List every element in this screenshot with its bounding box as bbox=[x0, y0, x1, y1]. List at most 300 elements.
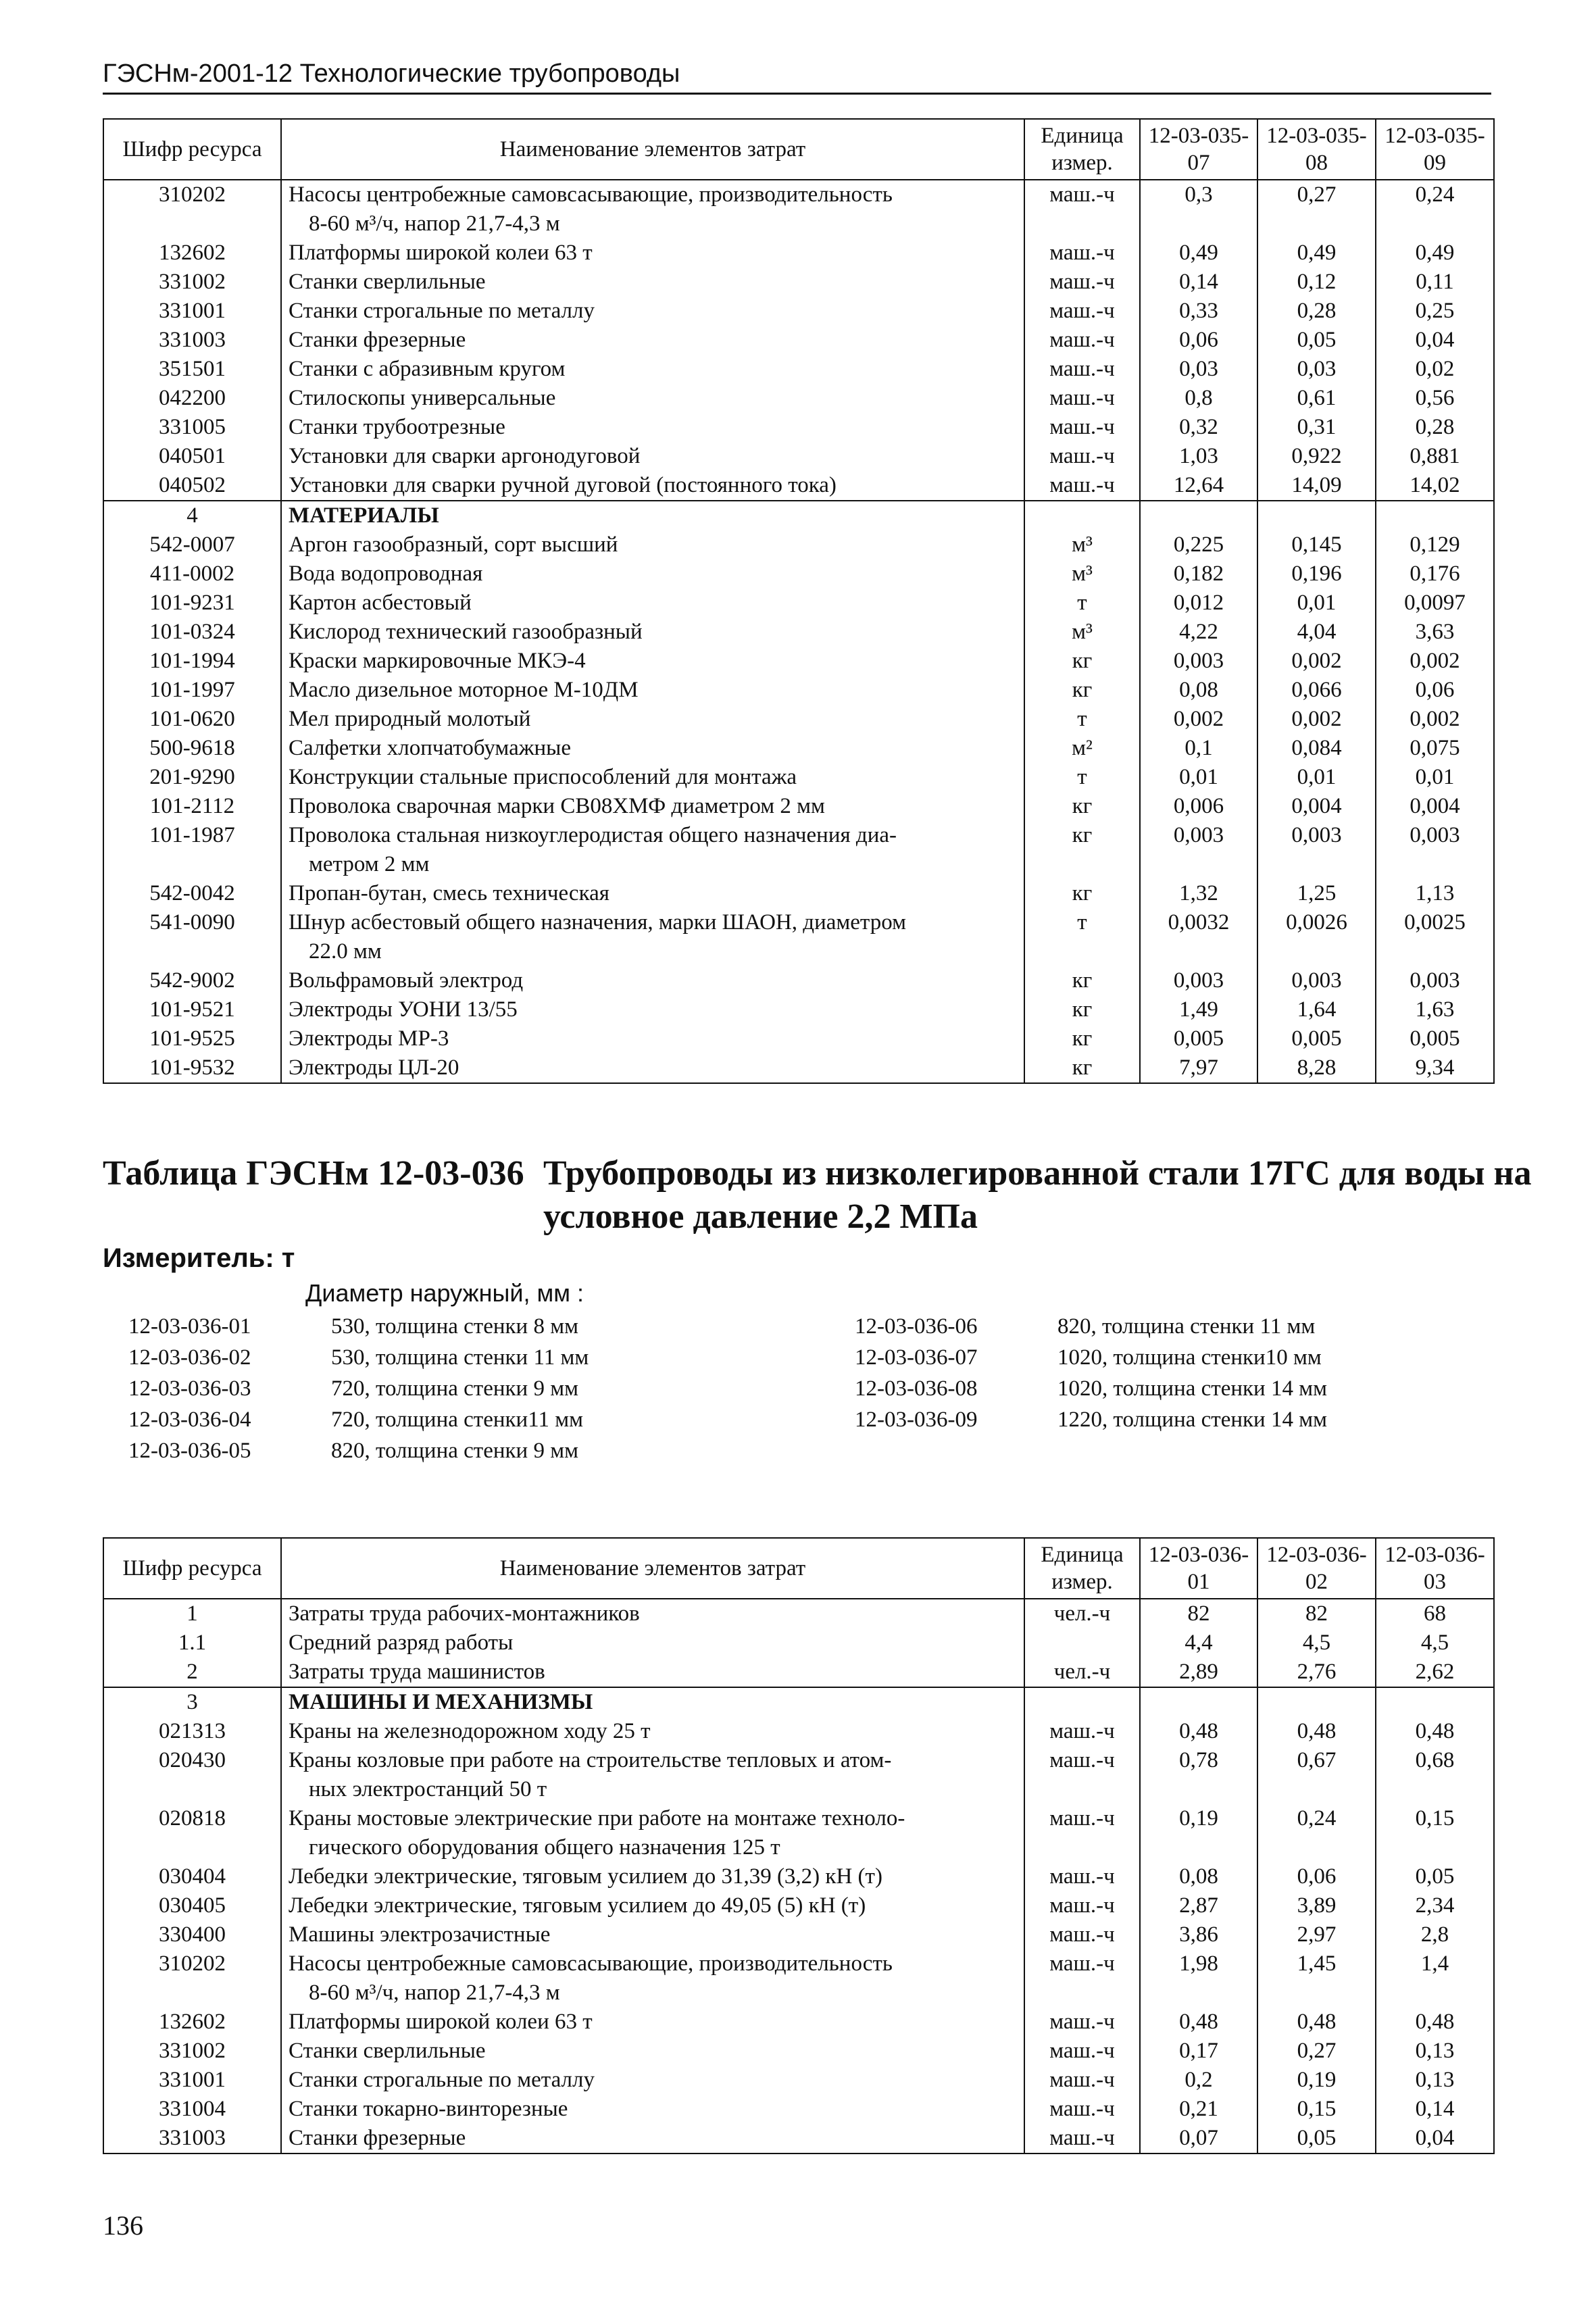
table-row bbox=[103, 618, 1494, 647]
row-value-3: 0,24 bbox=[1376, 180, 1494, 239]
row-name bbox=[281, 530, 1024, 559]
row-value-1: 3,86 bbox=[1140, 1920, 1257, 1949]
row-value-3: 0,881 bbox=[1376, 442, 1494, 471]
row-name-continuation: ных электростанций 50 т bbox=[309, 1777, 547, 1801]
row-code: 101-9521 bbox=[103, 995, 281, 1024]
row-unit: м³ bbox=[1024, 559, 1140, 589]
row-name bbox=[281, 1628, 1024, 1658]
row-value-2: 0,922 bbox=[1257, 442, 1376, 471]
row-value-3: 0,11 bbox=[1376, 268, 1494, 297]
row-value-2 bbox=[1257, 501, 1376, 530]
cost-table-036 bbox=[103, 1537, 1495, 2154]
row-value-1: 0,1 bbox=[1140, 734, 1257, 763]
row-unit: чел.-ч bbox=[1024, 1658, 1140, 1687]
row-value-2: 1,64 bbox=[1257, 995, 1376, 1024]
row-value-1: 0,002 bbox=[1140, 705, 1257, 734]
header-code: Шифр ресурса bbox=[103, 1538, 281, 1599]
row-value-3 bbox=[1376, 501, 1494, 530]
row-value-3: 0,49 bbox=[1376, 239, 1494, 268]
row-value-1: 0,14 bbox=[1140, 268, 1257, 297]
row-name-line: Затраты труда рабочих-монтажников bbox=[289, 1601, 640, 1626]
row-value-1: 2,87 bbox=[1140, 1891, 1257, 1920]
row-code: 1 bbox=[103, 1599, 281, 1628]
row-value-1: 7,97 bbox=[1140, 1053, 1257, 1083]
row-value-2: 1,45 bbox=[1257, 1949, 1376, 2008]
row-value-1: 0,33 bbox=[1140, 297, 1257, 326]
row-value-1: 0,17 bbox=[1140, 2037, 1257, 2066]
code-list-item bbox=[128, 1342, 589, 1373]
row-unit: маш.-ч bbox=[1024, 413, 1140, 442]
row-value-3: 0,0097 bbox=[1376, 589, 1494, 618]
row-name-line: Пропан-бутан, смесь техническая bbox=[289, 881, 609, 905]
row-value-3: 2,62 bbox=[1376, 1658, 1494, 1687]
row-value-1: 0,182 bbox=[1140, 559, 1257, 589]
table-row bbox=[103, 1024, 1494, 1053]
table-row bbox=[103, 908, 1494, 966]
table-row bbox=[103, 355, 1494, 384]
table-row bbox=[103, 1599, 1494, 1628]
row-code: 021313 bbox=[103, 1717, 281, 1746]
page-header: ГЭСНм-2001-12 Технологические трубопроводы bbox=[103, 59, 1491, 95]
header-norm-2: 12-03-035-08 bbox=[1257, 119, 1376, 180]
code-list-item bbox=[128, 1435, 589, 1466]
table-row bbox=[103, 1920, 1494, 1949]
row-value-1: 0,48 bbox=[1140, 1717, 1257, 1746]
row-value-2: 0,06 bbox=[1257, 1862, 1376, 1891]
row-value-1: 0,01 bbox=[1140, 763, 1257, 792]
row-code: 542-9002 bbox=[103, 966, 281, 995]
row-name-line: Конструкции стальные приспособлений для монтажа bbox=[289, 765, 797, 789]
row-value-2: 1,25 bbox=[1257, 879, 1376, 908]
header-unit: Единица измер. bbox=[1024, 1538, 1140, 1599]
table-row bbox=[103, 792, 1494, 821]
row-unit: маш.-ч bbox=[1024, 2008, 1140, 2037]
row-unit: маш.-ч bbox=[1024, 1717, 1140, 1746]
row-name-line: Проволока сварочная марки СВ08ХМФ диаметром 2 мм bbox=[289, 794, 825, 818]
row-value-2: 0,196 bbox=[1257, 559, 1376, 589]
row-name bbox=[281, 879, 1024, 908]
row-unit: маш.-ч bbox=[1024, 268, 1140, 297]
row-name-line: Аргон газообразный, сорт высший bbox=[289, 532, 618, 557]
row-code: 330400 bbox=[103, 1920, 281, 1949]
row-name bbox=[281, 2008, 1024, 2037]
norm-description: 530, толщина стенки 11 мм bbox=[331, 1345, 589, 1370]
row-value-3: 0,003 bbox=[1376, 966, 1494, 995]
row-name-line: Платформы широкой колеи 63 т bbox=[289, 2010, 593, 2034]
row-name bbox=[281, 442, 1024, 471]
row-name bbox=[281, 326, 1024, 355]
norm-description: 820, толщина стенки 9 мм bbox=[331, 1439, 578, 1463]
norm-description: 1220, толщина стенки 14 мм bbox=[1057, 1408, 1327, 1432]
row-name bbox=[281, 2066, 1024, 2095]
row-unit: кг bbox=[1024, 676, 1140, 705]
table-row bbox=[103, 1804, 1494, 1862]
row-value-1: 1,49 bbox=[1140, 995, 1257, 1024]
row-value-2: 2,97 bbox=[1257, 1920, 1376, 1949]
row-unit: маш.-ч bbox=[1024, 2066, 1140, 2095]
row-value-3: 2,34 bbox=[1376, 1891, 1494, 1920]
row-name bbox=[281, 821, 1024, 879]
table-header-row bbox=[103, 119, 1494, 180]
row-name-line: Насосы центробежные самовсасывающие, производительность bbox=[289, 182, 893, 207]
row-value-3: 0,02 bbox=[1376, 355, 1494, 384]
header-unit: Единица измер. bbox=[1024, 119, 1140, 180]
row-value-3: 0,002 bbox=[1376, 705, 1494, 734]
row-name bbox=[281, 268, 1024, 297]
row-code: 101-0620 bbox=[103, 705, 281, 734]
row-value-3: 0,14 bbox=[1376, 2095, 1494, 2124]
table-row bbox=[103, 180, 1494, 239]
norm-description: 1020, толщина стенки10 мм bbox=[1057, 1345, 1322, 1370]
row-value-2: 0,24 bbox=[1257, 1804, 1376, 1862]
row-value-3: 0,176 bbox=[1376, 559, 1494, 589]
row-value-1: 0,07 bbox=[1140, 2124, 1257, 2154]
row-value-2: 0,28 bbox=[1257, 297, 1376, 326]
row-value-2: 0,48 bbox=[1257, 2008, 1376, 2037]
norm-code: 12-03-036-03 bbox=[128, 1376, 251, 1401]
row-value-2: 0,01 bbox=[1257, 763, 1376, 792]
row-value-3: 0,002 bbox=[1376, 647, 1494, 676]
row-code: 040501 bbox=[103, 442, 281, 471]
row-name bbox=[281, 1949, 1024, 2008]
row-unit bbox=[1024, 501, 1140, 530]
row-name bbox=[281, 792, 1024, 821]
row-name bbox=[281, 966, 1024, 995]
row-name bbox=[281, 1746, 1024, 1804]
header-norm-1: 12-03-036-01 bbox=[1140, 1538, 1257, 1599]
row-unit: маш.-ч bbox=[1024, 1891, 1140, 1920]
row-name-line: Станки токарно-винторезные bbox=[289, 2097, 568, 2121]
row-code: 101-1994 bbox=[103, 647, 281, 676]
row-value-1: 0,005 bbox=[1140, 1024, 1257, 1053]
code-list-item bbox=[128, 1311, 589, 1342]
row-code: 101-2112 bbox=[103, 792, 281, 821]
row-name-line: Станки трубоотрезные bbox=[289, 415, 505, 439]
table-row bbox=[103, 1053, 1494, 1083]
table-header-row bbox=[103, 1538, 1494, 1599]
row-value-2: 82 bbox=[1257, 1599, 1376, 1628]
header-norm-2: 12-03-036-02 bbox=[1257, 1538, 1376, 1599]
row-unit: кг bbox=[1024, 1024, 1140, 1053]
row-name bbox=[281, 676, 1024, 705]
row-name bbox=[281, 413, 1024, 442]
norm-description: 1020, толщина стенки 14 мм bbox=[1057, 1376, 1327, 1401]
row-value-1 bbox=[1140, 501, 1257, 530]
table-row bbox=[103, 763, 1494, 792]
row-name bbox=[281, 297, 1024, 326]
row-value-3: 0,06 bbox=[1376, 676, 1494, 705]
row-value-1: 0,006 bbox=[1140, 792, 1257, 821]
row-code: 542-0007 bbox=[103, 530, 281, 559]
row-name bbox=[281, 1920, 1024, 1949]
row-name-continuation: 22.0 мм bbox=[309, 939, 382, 964]
row-name-line: Картон асбестовый bbox=[289, 591, 472, 615]
row-name-line: Машины электрозачистные bbox=[289, 1922, 551, 1947]
row-name-line: Проволока стальная низкоуглеродистая общего назначения диа- bbox=[289, 823, 897, 847]
row-value-3: 14,02 bbox=[1376, 471, 1494, 501]
row-value-1: 4,4 bbox=[1140, 1628, 1257, 1658]
header-norm-3: 12-03-036-03 bbox=[1376, 1538, 1494, 1599]
row-name bbox=[281, 1804, 1024, 1862]
table-row bbox=[103, 442, 1494, 471]
row-unit: маш.-ч bbox=[1024, 1804, 1140, 1862]
header-name: Наименование элементов затрат bbox=[281, 1538, 1024, 1599]
row-unit: кг bbox=[1024, 879, 1140, 908]
row-name bbox=[281, 705, 1024, 734]
row-name bbox=[281, 2124, 1024, 2154]
row-value-1: 0,78 bbox=[1140, 1746, 1257, 1804]
row-name-line: Краны на железнодорожном ходу 25 т bbox=[289, 1719, 651, 1743]
table-row bbox=[103, 501, 1494, 530]
row-value-2: 0,61 bbox=[1257, 384, 1376, 413]
row-value-2: 0,12 bbox=[1257, 268, 1376, 297]
row-name bbox=[281, 2095, 1024, 2124]
row-value-2: 0,48 bbox=[1257, 1717, 1376, 1746]
row-value-2: 0,003 bbox=[1257, 966, 1376, 995]
row-name-line: Лебедки электрические, тяговым усилием до 49,05 (5) кН (т) bbox=[289, 1893, 866, 1918]
row-name-line: Установки для сварки аргонодуговой bbox=[289, 444, 641, 468]
row-unit: кг bbox=[1024, 821, 1140, 879]
row-value-2: 14,09 bbox=[1257, 471, 1376, 501]
row-unit: маш.-ч bbox=[1024, 326, 1140, 355]
row-value-3: 0,003 bbox=[1376, 821, 1494, 879]
row-code: 201-9290 bbox=[103, 763, 281, 792]
row-name bbox=[281, 1717, 1024, 1746]
header-norm-1: 12-03-035-07 bbox=[1140, 119, 1257, 180]
row-value-3: 0,0025 bbox=[1376, 908, 1494, 966]
row-value-1: 1,98 bbox=[1140, 1949, 1257, 2008]
table-row bbox=[103, 1658, 1494, 1687]
row-value-3: 0,004 bbox=[1376, 792, 1494, 821]
row-unit: м³ bbox=[1024, 618, 1140, 647]
row-code: 331001 bbox=[103, 2066, 281, 2095]
row-code: 3 bbox=[103, 1687, 281, 1717]
row-unit: т bbox=[1024, 763, 1140, 792]
row-unit: маш.-ч bbox=[1024, 2037, 1140, 2066]
table-body bbox=[103, 180, 1494, 1083]
row-unit: маш.-ч bbox=[1024, 1746, 1140, 1804]
row-value-2: 0,15 bbox=[1257, 2095, 1376, 2124]
row-name-line: Платформы широкой колеи 63 т bbox=[289, 241, 593, 265]
row-code: 101-1987 bbox=[103, 821, 281, 879]
row-code: 331001 bbox=[103, 297, 281, 326]
row-name bbox=[281, 1658, 1024, 1687]
header-norm-3: 12-03-035-09 bbox=[1376, 119, 1494, 180]
row-name bbox=[281, 734, 1024, 763]
row-unit bbox=[1024, 1628, 1140, 1658]
row-name bbox=[281, 501, 1024, 530]
row-value-3: 0,04 bbox=[1376, 2124, 1494, 2154]
row-name bbox=[281, 355, 1024, 384]
row-value-3: 0,005 bbox=[1376, 1024, 1494, 1053]
table-row bbox=[103, 326, 1494, 355]
row-code: 020430 bbox=[103, 1746, 281, 1804]
table-row bbox=[103, 297, 1494, 326]
row-value-3: 0,13 bbox=[1376, 2037, 1494, 2066]
row-unit: т bbox=[1024, 705, 1140, 734]
table-row bbox=[103, 647, 1494, 676]
row-value-3: 0,68 bbox=[1376, 1746, 1494, 1804]
row-name-line: Станки с абразивным кругом bbox=[289, 357, 566, 381]
row-name bbox=[281, 1053, 1024, 1083]
row-value-2: 0,145 bbox=[1257, 530, 1376, 559]
row-name bbox=[281, 589, 1024, 618]
row-unit: маш.-ч bbox=[1024, 297, 1140, 326]
table-row bbox=[103, 239, 1494, 268]
row-value-2: 0,27 bbox=[1257, 180, 1376, 239]
row-name-line: Кислород технический газообразный bbox=[289, 620, 643, 644]
row-name-continuation: метром 2 мм bbox=[309, 852, 430, 876]
row-code: 020818 bbox=[103, 1804, 281, 1862]
row-value-2: 4,5 bbox=[1257, 1628, 1376, 1658]
row-name bbox=[281, 763, 1024, 792]
row-value-1: 2,89 bbox=[1140, 1658, 1257, 1687]
header-code: Шифр ресурса bbox=[103, 119, 281, 180]
row-value-1: 82 bbox=[1140, 1599, 1257, 1628]
row-value-2: 0,49 bbox=[1257, 239, 1376, 268]
row-name-line: Станки фрезерные bbox=[289, 328, 466, 352]
row-unit: маш.-ч bbox=[1024, 1949, 1140, 2008]
row-name-continuation: гического оборудования общего назначения 125 т bbox=[309, 1835, 780, 1860]
table-row bbox=[103, 1717, 1494, 1746]
table-row bbox=[103, 384, 1494, 413]
norm-code: 12-03-036-07 bbox=[855, 1345, 978, 1370]
row-unit: маш.-ч bbox=[1024, 180, 1140, 239]
row-value-3: 0,25 bbox=[1376, 297, 1494, 326]
row-value-2: 0,31 bbox=[1257, 413, 1376, 442]
table-row bbox=[103, 471, 1494, 501]
row-value-2: 0,002 bbox=[1257, 705, 1376, 734]
row-value-2: 0,27 bbox=[1257, 2037, 1376, 2066]
table-row bbox=[103, 966, 1494, 995]
row-value-2: 3,89 bbox=[1257, 1891, 1376, 1920]
row-unit: т bbox=[1024, 908, 1140, 966]
row-name-line: Станки сверлильные bbox=[289, 270, 486, 294]
row-value-1: 12,64 bbox=[1140, 471, 1257, 501]
row-name bbox=[281, 1599, 1024, 1628]
row-unit: маш.-ч bbox=[1024, 384, 1140, 413]
row-unit: кг bbox=[1024, 1053, 1140, 1083]
norm-code: 12-03-036-02 bbox=[128, 1345, 251, 1370]
norm-code: 12-03-036-01 bbox=[128, 1314, 251, 1339]
row-value-3: 0,129 bbox=[1376, 530, 1494, 559]
row-value-2: 0,002 bbox=[1257, 647, 1376, 676]
row-name bbox=[281, 471, 1024, 501]
row-name-line: МАШИНЫ И МЕХАНИЗМЫ bbox=[289, 1690, 593, 1714]
row-unit: маш.-ч bbox=[1024, 2124, 1140, 2154]
row-name-line: Средний разряд работы bbox=[289, 1631, 514, 1655]
row-value-2: 0,05 bbox=[1257, 326, 1376, 355]
row-name-line: МАТЕРИАЛЫ bbox=[289, 503, 439, 528]
code-list-left bbox=[128, 1311, 589, 1466]
table-row bbox=[103, 734, 1494, 763]
row-value-2: 2,76 bbox=[1257, 1658, 1376, 1687]
row-value-1: 0,3 bbox=[1140, 180, 1257, 239]
row-name-line: Станки фрезерные bbox=[289, 2126, 466, 2150]
table-row bbox=[103, 559, 1494, 589]
row-unit: маш.-ч bbox=[1024, 442, 1140, 471]
row-value-1: 0,8 bbox=[1140, 384, 1257, 413]
table-row bbox=[103, 821, 1494, 879]
row-value-2: 8,28 bbox=[1257, 1053, 1376, 1083]
row-value-3: 0,01 bbox=[1376, 763, 1494, 792]
row-value-2: 0,01 bbox=[1257, 589, 1376, 618]
row-value-3: 0,15 bbox=[1376, 1804, 1494, 1862]
code-list-item bbox=[855, 1311, 1327, 1342]
row-name-line: Станки строгальные по металлу bbox=[289, 2068, 595, 2092]
row-name bbox=[281, 1687, 1024, 1717]
row-value-3: 0,48 bbox=[1376, 1717, 1494, 1746]
row-value-3: 1,63 bbox=[1376, 995, 1494, 1024]
table-row bbox=[103, 705, 1494, 734]
row-value-3: 9,34 bbox=[1376, 1053, 1494, 1083]
row-name-line: Лебедки электрические, тяговым усилием до 31,39 (3,2) кН (т) bbox=[289, 1864, 882, 1889]
row-name bbox=[281, 647, 1024, 676]
row-code: 030404 bbox=[103, 1862, 281, 1891]
row-name-line: Масло дизельное моторное М-10ДМ bbox=[289, 678, 639, 702]
row-unit: м² bbox=[1024, 734, 1140, 763]
row-name-line: Вода водопроводная bbox=[289, 562, 483, 586]
row-name bbox=[281, 239, 1024, 268]
row-code: 310202 bbox=[103, 180, 281, 239]
row-name-continuation: 8-60 м³/ч, напор 21,7-4,3 м bbox=[309, 211, 560, 236]
row-code: 040502 bbox=[103, 471, 281, 501]
row-unit bbox=[1024, 1687, 1140, 1717]
row-value-2: 0,066 bbox=[1257, 676, 1376, 705]
row-unit: кг bbox=[1024, 966, 1140, 995]
row-value-1: 0,003 bbox=[1140, 966, 1257, 995]
row-value-3: 1,4 bbox=[1376, 1949, 1494, 2008]
row-code: 310202 bbox=[103, 1949, 281, 2008]
row-value-2: 0,03 bbox=[1257, 355, 1376, 384]
row-name-line: Краны козловые при работе на строительстве тепловых и атом- bbox=[289, 1748, 892, 1772]
row-name-line: Электроды УОНИ 13/55 bbox=[289, 997, 518, 1022]
table-row bbox=[103, 1891, 1494, 1920]
table-title-label: Таблица ГЭСНм 12-03-036 bbox=[103, 1154, 524, 1193]
row-code: 331002 bbox=[103, 2037, 281, 2066]
code-list-item bbox=[855, 1373, 1327, 1404]
row-code: 101-9532 bbox=[103, 1053, 281, 1083]
row-code: 331005 bbox=[103, 413, 281, 442]
row-name bbox=[281, 1862, 1024, 1891]
code-list-item bbox=[128, 1373, 589, 1404]
row-code: 351501 bbox=[103, 355, 281, 384]
row-name-line: Стилоскопы универсальные bbox=[289, 386, 556, 410]
table-title-text: Трубопроводы из низколегированной стали 17ГС для воды на условное давление 2,2 МПа bbox=[543, 1154, 1532, 1236]
row-value-1: 0,0032 bbox=[1140, 908, 1257, 966]
row-value-1: 0,003 bbox=[1140, 821, 1257, 879]
row-unit: маш.-ч bbox=[1024, 2095, 1140, 2124]
row-value-1: 4,22 bbox=[1140, 618, 1257, 647]
row-value-3: 0,28 bbox=[1376, 413, 1494, 442]
row-code: 500-9618 bbox=[103, 734, 281, 763]
row-unit: маш.-ч bbox=[1024, 239, 1140, 268]
norm-description: 530, толщина стенки 8 мм bbox=[331, 1314, 578, 1339]
row-value-2 bbox=[1257, 1687, 1376, 1717]
table-row bbox=[103, 413, 1494, 442]
row-code: 101-1997 bbox=[103, 676, 281, 705]
row-name-continuation: 8-60 м³/ч, напор 21,7-4,3 м bbox=[309, 1981, 560, 2005]
row-code: 541-0090 bbox=[103, 908, 281, 966]
table-row bbox=[103, 2037, 1494, 2066]
row-name-line: Салфетки хлопчатобумажные bbox=[289, 736, 571, 760]
row-name-line: Электроды ЦЛ-20 bbox=[289, 1055, 459, 1080]
row-unit: кг bbox=[1024, 792, 1140, 821]
row-name bbox=[281, 559, 1024, 589]
table-body bbox=[103, 1599, 1494, 2154]
row-name bbox=[281, 618, 1024, 647]
table-row bbox=[103, 1949, 1494, 2008]
